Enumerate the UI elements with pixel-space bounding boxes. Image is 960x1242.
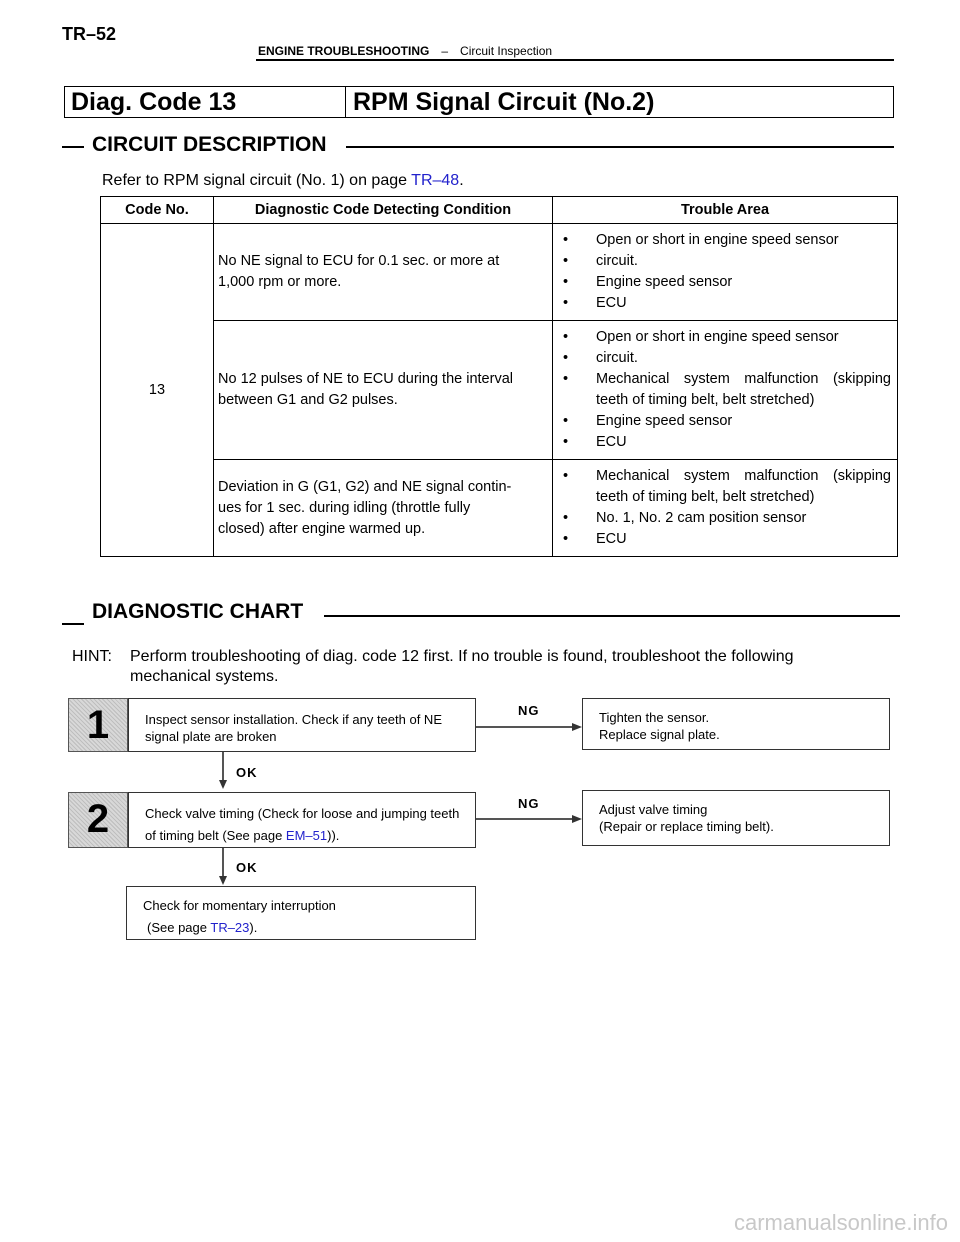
refer-text bbox=[102, 172, 464, 190]
ng-result-line: Tighten the sensor. bbox=[599, 710, 710, 725]
tr-23-link[interactable]: TR–23 bbox=[210, 920, 250, 935]
condition-line: ues for 1 sec. during idling (throttle fully bbox=[218, 499, 471, 516]
trouble-area-item: • ECU bbox=[563, 293, 891, 314]
ng-result-box-1 bbox=[582, 698, 890, 750]
step-number-2: 2 bbox=[68, 792, 128, 848]
trouble-area-item: • Engine speed sensor bbox=[563, 411, 891, 432]
condition-cell bbox=[214, 224, 553, 321]
section-rule-left bbox=[62, 146, 84, 148]
table-row bbox=[101, 460, 898, 557]
step-2-line: Check valve timing (Check for loose and jumping teeth bbox=[145, 806, 460, 821]
ok-arrow-1 bbox=[219, 780, 227, 789]
circuit-name-title: RPM Signal Circuit (No.2) bbox=[353, 88, 655, 116]
condition-line: No NE signal to ECU for 0.1 sec. or more at bbox=[218, 253, 500, 269]
section-rule-right bbox=[346, 146, 894, 148]
refer-link[interactable]: TR–48 bbox=[411, 172, 460, 189]
final-step-line bbox=[143, 917, 475, 939]
ng-label-1: NG bbox=[518, 703, 540, 718]
ok-connector-1 bbox=[222, 752, 224, 780]
trouble-area-item: • Mechanical system malfunction (skipping teeth of timing belt, belt stretched) bbox=[563, 466, 891, 508]
diagnostic-chart-heading: DIAGNOSTIC CHART bbox=[92, 600, 304, 623]
ng-result-line: Adjust valve timing bbox=[599, 802, 708, 817]
ng-result-line: Replace signal plate. bbox=[599, 727, 720, 742]
hint-label: HINT: bbox=[72, 648, 112, 665]
trouble-area-item: • circuit. bbox=[563, 348, 891, 369]
condition-line: 1,000 rpm or more. bbox=[218, 274, 342, 290]
section-rule-left bbox=[62, 623, 84, 625]
refer-text-body: Refer to RPM signal circuit (No. 1) on page bbox=[102, 172, 412, 189]
em-51-link[interactable]: EM–51 bbox=[285, 828, 328, 843]
table-header-row bbox=[101, 197, 898, 224]
final-step-line-suffix: ). bbox=[249, 920, 258, 935]
condition-cell bbox=[214, 321, 553, 460]
trouble-area-item: • Open or short in engine speed sensor bbox=[563, 327, 891, 348]
page-number: TR–52 bbox=[62, 24, 117, 44]
final-step-line-prefix: (See page bbox=[147, 920, 211, 935]
ok-arrow-2 bbox=[219, 876, 227, 885]
trouble-area-item: • No. 1, No. 2 cam position sensor bbox=[563, 508, 891, 529]
trouble-area-item: • Open or short in engine speed sensor bbox=[563, 230, 891, 251]
step-1-line: signal plate are broken bbox=[145, 729, 277, 744]
section-rule-right bbox=[324, 615, 900, 617]
ok-label-1: OK bbox=[236, 765, 258, 780]
condition-line: No 12 pulses of NE to ECU during the interval bbox=[218, 371, 513, 387]
condition-line: between G1 and G2 pulses. bbox=[218, 392, 398, 408]
ng-label-2: NG bbox=[518, 796, 540, 811]
trouble-area-cell bbox=[553, 321, 898, 460]
final-step-line: Check for momentary interruption bbox=[143, 898, 336, 913]
header-condition: Diagnostic Code Detecting Condition bbox=[214, 197, 553, 224]
header-rule bbox=[256, 59, 894, 61]
ng-arrow-1 bbox=[572, 723, 582, 731]
step-1-line: Inspect sensor installation. Check if any teeth of NE bbox=[145, 712, 442, 727]
step-2-line-suffix: )). bbox=[327, 828, 340, 843]
watermark: carmanualsonline.info bbox=[733, 1210, 948, 1235]
step-2-line bbox=[145, 825, 475, 847]
trouble-area-cell bbox=[553, 224, 898, 321]
ng-result-line: (Repair or replace timing belt). bbox=[599, 819, 774, 834]
step-2-box bbox=[128, 792, 476, 848]
ok-connector-2 bbox=[222, 848, 224, 876]
ng-connector-1 bbox=[476, 726, 572, 728]
refer-text-end: . bbox=[459, 172, 464, 189]
table-row bbox=[101, 224, 898, 321]
title-divider bbox=[345, 87, 346, 117]
running-header bbox=[258, 44, 552, 58]
step-2-line-prefix: of timing belt (See page bbox=[145, 828, 286, 843]
ok-label-2: OK bbox=[236, 860, 258, 875]
header-trouble-area: Trouble Area bbox=[553, 197, 898, 224]
trouble-area-item: • Engine speed sensor bbox=[563, 272, 891, 293]
step-number-1: 1 bbox=[68, 698, 128, 752]
trouble-area-item: • Mechanical system malfunction (skipping teeth of timing belt, belt stretched) bbox=[563, 369, 891, 411]
ng-result-box-2 bbox=[582, 790, 890, 846]
trouble-area-item: • ECU bbox=[563, 529, 891, 550]
ng-connector-2 bbox=[476, 818, 572, 820]
diagnostic-code-table bbox=[100, 196, 898, 557]
header-code-no: Code No. bbox=[101, 197, 214, 224]
title-box bbox=[64, 86, 894, 118]
condition-line: closed) after engine warmed up. bbox=[218, 520, 426, 537]
header-subsection: Circuit Inspection bbox=[460, 44, 553, 58]
trouble-area-item: • ECU bbox=[563, 432, 891, 453]
condition-line: Deviation in G (G1, G2) and NE signal contin- bbox=[218, 478, 512, 495]
circuit-description-heading: CIRCUIT DESCRIPTION bbox=[92, 133, 327, 156]
condition-cell bbox=[214, 460, 553, 557]
trouble-area-cell bbox=[553, 460, 898, 557]
step-1-box bbox=[128, 698, 476, 752]
header-section: ENGINE TROUBLESHOOTING bbox=[258, 44, 430, 58]
diag-code-title: Diag. Code 13 bbox=[71, 88, 237, 116]
code-cell: 13 bbox=[101, 224, 214, 557]
final-step-box bbox=[126, 886, 476, 940]
table-row bbox=[101, 321, 898, 460]
header-dash: – bbox=[441, 44, 449, 58]
ng-arrow-2 bbox=[572, 815, 582, 823]
hint-text: Perform troubleshooting of diag. code 12 first. If no trouble is found, troubleshoot the following mechanical systems. bbox=[130, 648, 794, 685]
trouble-area-item: • circuit. bbox=[563, 251, 891, 272]
